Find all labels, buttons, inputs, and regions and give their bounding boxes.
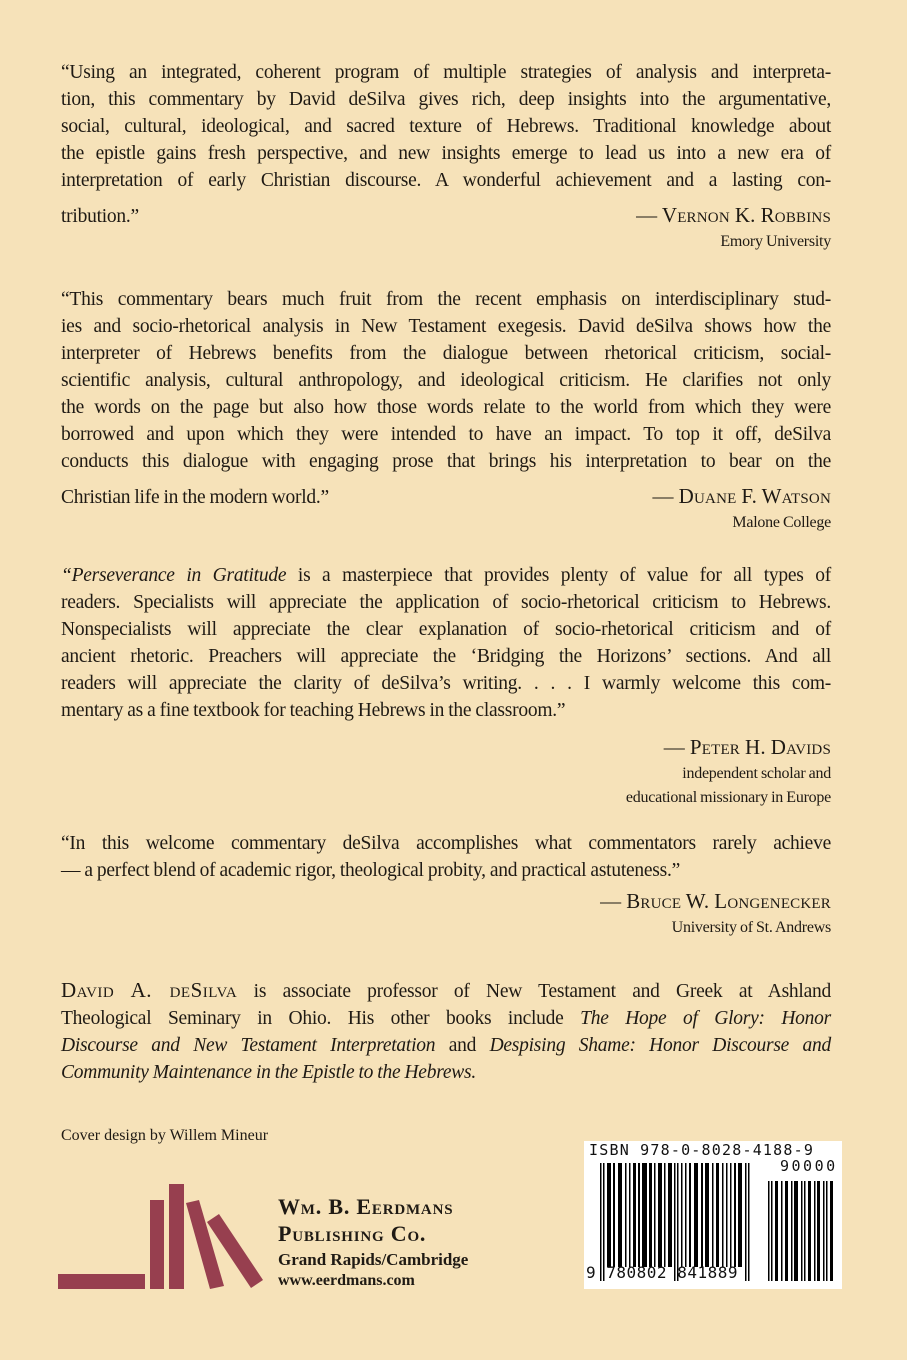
- book-title-italic: Community Maintenance in the Epistle to the Hebrews.: [61, 1062, 476, 1083]
- quote-line: ies and socio-rhetorical analysis in New Testament exegesis. David deSilva shows how the: [61, 316, 831, 337]
- publisher-website: www.eerdmans.com: [278, 1272, 415, 1289]
- bio-text: Theological Seminary in Ohio. His other books include: [61, 1008, 581, 1029]
- quote-line-first: [61, 562, 831, 589]
- endorsement-robbins: [61, 59, 831, 254]
- quote-line: — a perfect blend of academic rigor, theological probity, and practical astuteness.”: [61, 860, 681, 881]
- endorser-name: — Vernon K. Robbins: [636, 203, 831, 227]
- quote-line: readers will appreciate the clarity of deSilva’s writing. . . . I warmly welcome this com-: [61, 673, 831, 694]
- book-title-italic: Despising Shame: Honor Discourse and: [489, 1035, 832, 1056]
- quote-line: readers. Specialists will appreciate the application of socio-rhetorical criticism to Hebrews.: [61, 592, 831, 613]
- book-title-italic: Discourse and New Testament Interpretation: [61, 1035, 436, 1056]
- bio-line: [61, 1032, 831, 1059]
- endorser-affiliation: Emory University: [720, 233, 831, 250]
- endorsement-watson: [61, 286, 831, 535]
- quote-line: “This commentary bears much fruit from the recent emphasis on interdisciplinary stud-: [61, 289, 831, 310]
- endorser-name: — Duane F. Watson: [652, 484, 831, 508]
- isbn-label: ISBN 978-0-8028-4188-9: [589, 1141, 815, 1159]
- quote-line: tribution.”: [61, 206, 139, 227]
- price-code: 90000: [780, 1157, 838, 1175]
- endorsement-davids: [61, 562, 831, 810]
- book-title-italic: The Hope of Glory: Honor: [580, 1008, 831, 1029]
- endorser-affiliation: University of St. Andrews: [671, 919, 831, 936]
- bio-text: and: [435, 1035, 490, 1056]
- endorsement-longenecker: [61, 830, 831, 940]
- cover-design-credit: Cover design by Willem Mineur: [61, 1127, 269, 1144]
- book-title-italic: “Perseverance in Gratitude: [61, 565, 287, 586]
- endorser-affiliation: independent scholar and: [682, 765, 831, 782]
- quote-line: tion, this commentary by David deSilva gives rich, deep insights into the argumentative,: [61, 89, 831, 110]
- publisher-block: [278, 1196, 468, 1289]
- author-name: David A. deSilva: [61, 978, 238, 1002]
- endorser-affiliation: educational missionary in Europe: [625, 789, 831, 806]
- quote-line: interpretation of early Christian discourse. A wonderful achievement and a lasting con-: [61, 170, 831, 191]
- quote-line: social, cultural, ideological, and sacred texture of Hebrews. Traditional knowledge about: [61, 116, 831, 137]
- quote-line: Nonspecialists will appreciate the clear explanation of socio-rhetorical criticism and of: [61, 619, 831, 640]
- quote-line: ancient rhetoric. Preachers will appreciate the ‘Bridging the Horizons’ sections. And all: [61, 646, 831, 667]
- quote-line: the words on the page but also how those words relate to the world from which they were: [61, 397, 831, 418]
- endorser-name: — Bruce W. Longenecker: [600, 889, 831, 913]
- endorser-affiliation: Malone College: [732, 514, 831, 531]
- bio-line: [61, 1005, 831, 1032]
- quote-line: is a masterpiece that provides plenty of value for all types of: [286, 565, 832, 586]
- quote-line: “In this welcome commentary deSilva accomplishes what commentators rarely achieve: [61, 833, 831, 854]
- publisher-name: Wm. B. Eerdmans: [278, 1194, 454, 1219]
- quote-line: interpreter of Hebrews benefits from the dialogue between rhetorical criticism, social-: [61, 343, 831, 364]
- isbn-barcode: [584, 1141, 842, 1289]
- endorser-name: — Peter H. Davids: [663, 735, 831, 759]
- quote-line: scientific analysis, cultural anthropology, and ideological criticism. He clarifies not only: [61, 370, 831, 391]
- bio-text: is associate professor of New Testament and Greek at Ashland: [237, 981, 831, 1002]
- author-bio: [61, 977, 831, 1086]
- ean-digits: 9 780802 841889: [586, 1263, 738, 1282]
- quote-line: conducts this dialogue with engaging prose that brings his interpretation to bear on the: [61, 451, 831, 472]
- bio-line: [61, 977, 831, 1005]
- quote-line: borrowed and upon which they were intended to have an impact. To top it off, deSilva: [61, 424, 831, 445]
- quote-line: “Using an integrated, coherent program of multiple strategies of analysis and interpreta-: [61, 62, 831, 83]
- quote-line: Christian life in the modern world.”: [61, 487, 329, 508]
- publisher-name-line2: Publishing Co.: [278, 1221, 427, 1246]
- quote-line: mentary as a fine textbook for teaching Hebrews in the classroom.”: [61, 700, 566, 721]
- quote-line: the epistle gains fresh perspective, and new insights emerge to lead us into a new era of: [61, 143, 831, 164]
- publisher-location: Grand Rapids/Cambridge: [278, 1250, 469, 1269]
